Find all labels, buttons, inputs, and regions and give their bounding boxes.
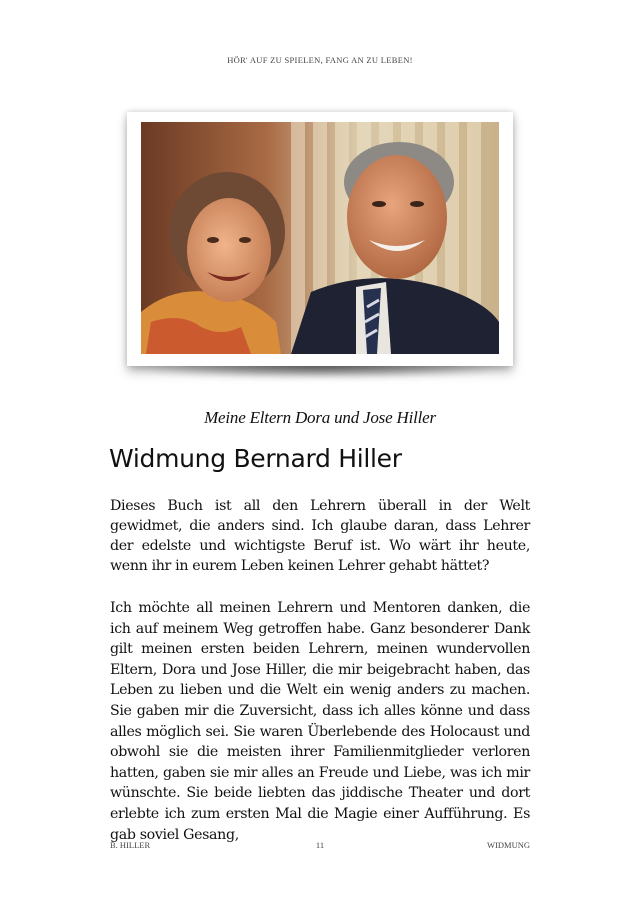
footer-author: B. HILLER [110,840,151,850]
running-head: HÖR' AUF ZU SPIELEN, FANG AN ZU LEBEN! [227,55,413,65]
page-number: 11 [315,840,325,850]
photo-caption: Meine Eltern Dora und Jose Hiller [204,408,436,427]
paragraph: Dieses Buch ist all den Lehrern überall in der Welt gewidmet, die anders sind. Ich glaube daran, dass Lehrer der edelste und wichtigste Beruf ist. Wo wärt ihr heute, wenn ihr in eurem Leben keinen Lehrer gehabt hättet? [110,498,530,574]
photo-figure [127,112,513,366]
photo-frame [127,112,513,366]
paragraph: Ich möchte all meinen Lehrern und Mentoren danken, die ich auf meinem Weg getroffen habe. Ganz besonderer Dank gilt meinen ersten beiden Lehrern, meinen wundervollen Eltern, Dora und Jose Hiller, die mir beigebracht haben, das Leben zu lieben und die Welt ein wenig anders zu machen. Sie gaben mir die Zuversicht, dass ich alles könne und dass alles möglich sei. Sie waren Überlebende des Holocaust und obwohl sie die meisten ihrer Familienmitglieder verloren hatten, gaben sie mir alles an Freude und Liebe, was ich mir wünschte. Sie beide liebten das jiddische Theater und dort erlebte ich zum ersten Mal die Magie einer Aufführung. Es gab soviel Gesang, [110,600,530,843]
parents-photo [141,122,499,354]
footer-section: WIDMUNG [487,840,530,850]
chapter-title: Widmung Bernard Hiller [109,444,402,473]
